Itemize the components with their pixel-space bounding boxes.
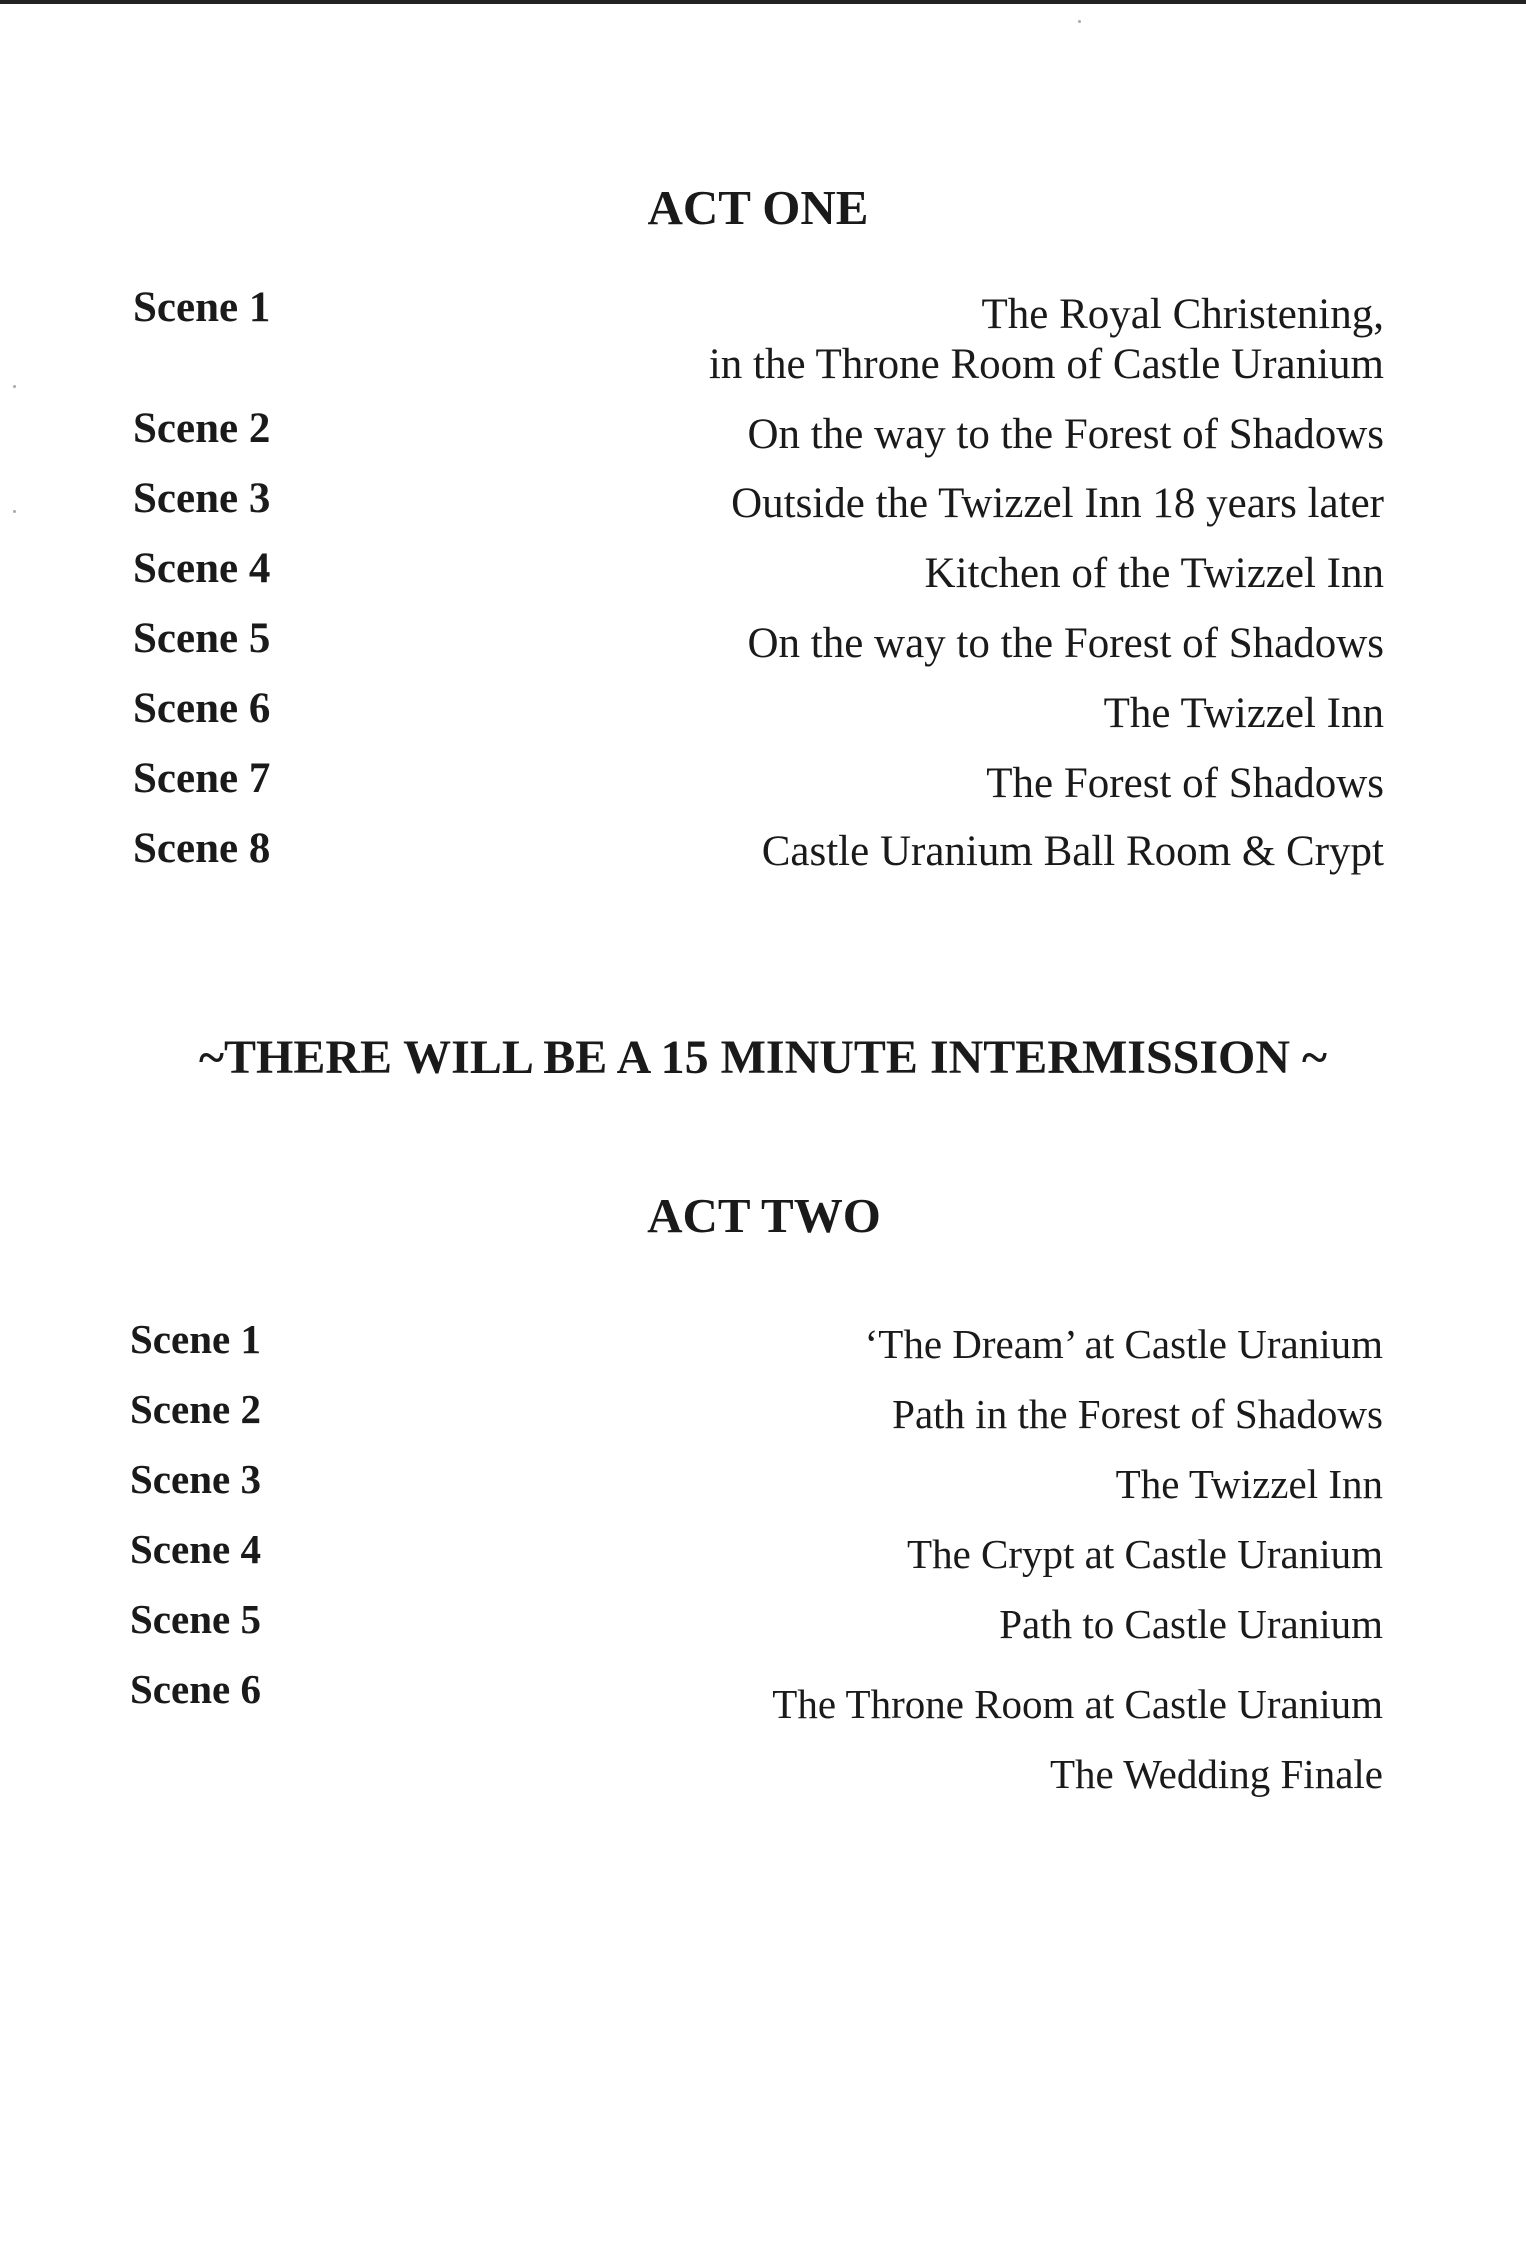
scene-description: Castle Uranium Ball Room & Crypt — [761, 828, 1384, 875]
scene-description: Outside the Twizzel Inn 18 years later — [731, 480, 1384, 527]
act-one-title: ACT ONE — [647, 180, 869, 235]
scene-label: Scene 2 — [130, 1386, 261, 1432]
scene-description: On the way to the Forest of Shadows — [747, 620, 1384, 667]
scene-label: Scene 1 — [133, 284, 271, 331]
act-two-title: ACT TWO — [647, 1188, 881, 1243]
scene-label: Scene 6 — [130, 1666, 261, 1712]
scene-description: Path to Castle Uranium — [999, 1601, 1383, 1647]
scene-label: Scene 4 — [130, 1526, 261, 1572]
scene-description: The Crypt at Castle Uranium — [907, 1531, 1383, 1577]
intermission-notice: ~THERE WILL BE A 15 MINUTE INTERMISSION ~ — [199, 1031, 1327, 1084]
scan-speck — [13, 510, 16, 513]
scan-speck — [13, 385, 16, 388]
scene-description: The Throne Room at Castle Uranium The Wedding Finale — [772, 1681, 1383, 1797]
scene-label: Scene 5 — [130, 1596, 261, 1642]
scene-description: ‘The Dream’ at Castle Uranium — [864, 1321, 1383, 1367]
scene-label: Scene 6 — [133, 685, 271, 732]
scene-label: Scene 1 — [130, 1316, 261, 1362]
top-border — [0, 0, 1526, 4]
scene-label: Scene 3 — [130, 1456, 261, 1502]
scene-description: The Forest of Shadows — [986, 760, 1384, 807]
scene-description: On the way to the Forest of Shadows — [747, 411, 1384, 458]
scene-description: The Royal Christening, in the Throne Room of Castle Uranium — [708, 291, 1384, 388]
scene-label: Scene 8 — [133, 825, 271, 872]
scene-description: The Twizzel Inn — [1115, 1461, 1383, 1507]
scan-speck — [1078, 20, 1081, 23]
scene-label: Scene 3 — [133, 475, 271, 522]
scene-label: Scene 5 — [133, 615, 271, 662]
scene-description: Path in the Forest of Shadows — [892, 1391, 1383, 1437]
scene-label: Scene 7 — [133, 755, 271, 802]
scene-description: Kitchen of the Twizzel Inn — [924, 550, 1384, 597]
scene-label: Scene 4 — [133, 545, 271, 592]
scene-label: Scene 2 — [133, 405, 271, 452]
scene-description: The Twizzel Inn — [1103, 690, 1384, 737]
